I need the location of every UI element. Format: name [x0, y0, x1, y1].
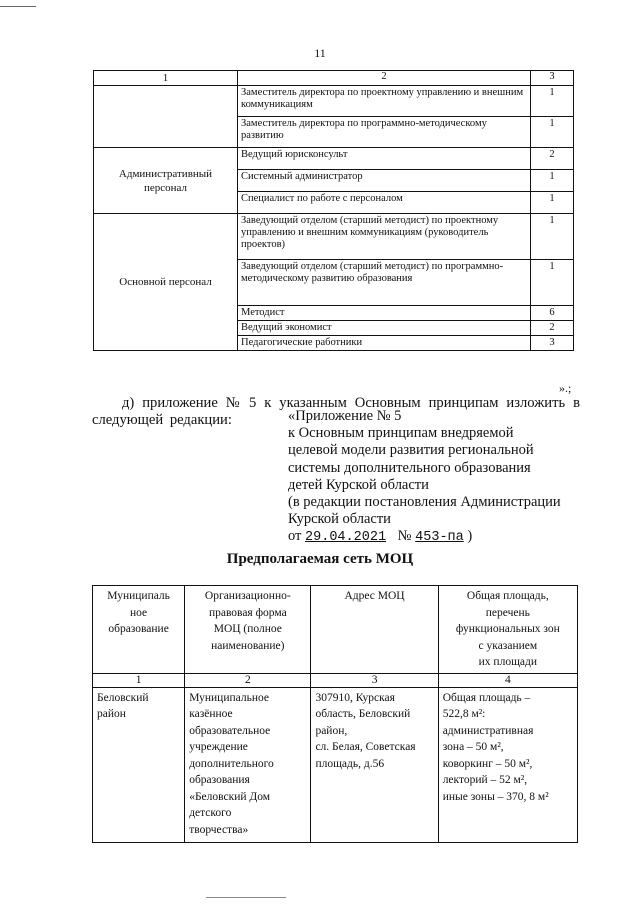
document-date: 29.04.2021	[305, 530, 387, 546]
number-sign: №	[397, 528, 412, 545]
staff-position: Заведующий отделом (старший методист) по проектному управлению и внешним коммуникациям (руководитель проектов)	[238, 214, 531, 260]
section-title: Предполагаемая сеть МОЦ	[226, 551, 414, 567]
staff-count: 1	[531, 86, 574, 117]
staff-position: Заместитель директора по программно-методическому развитию	[238, 117, 531, 148]
amendment-paragraph: д) приложение № 5 к указанным Основным принципам изложить в следующей редакции:	[92, 395, 580, 428]
appendix-line: целевой модели развития региональной	[288, 442, 534, 459]
table-row	[94, 86, 574, 117]
document-number: 453-па	[415, 530, 464, 546]
staff-category-main: Основной персонал	[94, 214, 238, 351]
appendix-line: (в редакции постановления Администрации	[288, 494, 561, 511]
appendix-line: детей Курской области	[288, 476, 429, 493]
page-number: 11	[314, 46, 326, 60]
moc-col-number: 2	[185, 673, 311, 687]
staff-position: Ведущий экономист	[238, 321, 531, 336]
appendix-line: к Основным принципам внедряемой	[288, 425, 514, 442]
staff-position: Системный администратор	[238, 170, 531, 192]
staff-header-col-1: 1	[94, 71, 238, 86]
staff-position: Заведующий отделом (старший методист) по программно-методическому развитию образования	[238, 260, 531, 306]
staff-position: Специалист по работе с персоналом	[238, 192, 531, 214]
moc-header-municipality: Муниципаль ное образование	[93, 586, 185, 674]
table-row	[94, 148, 574, 170]
staff-count: 1	[531, 192, 574, 214]
staff-position: Ведущий юрисконсульт	[238, 148, 531, 170]
staff-table	[93, 70, 574, 351]
moc-table	[92, 585, 578, 843]
date-prefix: от	[288, 528, 302, 545]
closing-paren: )	[467, 528, 473, 545]
moc-municipality: Беловский район	[93, 687, 185, 842]
moc-col-number: 3	[311, 673, 438, 687]
staff-count: 3	[531, 336, 574, 351]
staff-count: 6	[531, 306, 574, 321]
staff-position: Методист	[238, 306, 531, 321]
staff-header-col-3: 3	[531, 71, 574, 86]
quote-closing-mark: ».;	[559, 381, 572, 395]
table-row	[93, 687, 578, 842]
staff-table-header	[94, 71, 574, 86]
moc-area: Общая площадь – 522,8 м²: административная зона – 50 м², коворкинг – 50 м², лекторий – 52 м², иные зоны – 370, 8 м²	[438, 687, 577, 842]
staff-header-col-2: 2	[238, 71, 531, 86]
moc-col-number: 4	[438, 673, 577, 687]
moc-column-numbers	[93, 673, 578, 687]
appendix-line: «Приложение № 5	[288, 408, 402, 424]
appendix-line: системы дополнительного образования	[288, 459, 531, 476]
moc-organization: Муниципальное казённое образовательное учреждение дополнительного образования «Беловский Дом детского творчества»	[185, 687, 311, 842]
scan-bottom-mark	[206, 897, 286, 898]
moc-col-number: 1	[93, 673, 185, 687]
staff-count: 1	[531, 170, 574, 192]
staff-count: 1	[531, 214, 574, 260]
staff-position: Педагогические работники	[238, 336, 531, 351]
appendix-date-line	[288, 528, 588, 546]
staff-count: 1	[531, 117, 574, 148]
staff-count: 1	[531, 260, 574, 306]
appendix-line: Курской области	[288, 511, 391, 528]
moc-address: 307910, Курская область, Беловский район, сл. Белая, Советская площадь, д.56	[311, 687, 438, 842]
staff-count: 2	[531, 321, 574, 336]
moc-header-area: Общая площадь, перечень функциональных зон с указанием их площади	[438, 586, 577, 674]
staff-category-cell	[94, 86, 238, 148]
table-row	[94, 214, 574, 260]
staff-category-administrative: Административный персонал	[94, 148, 238, 214]
scan-edge-mark	[0, 6, 36, 7]
staff-count: 2	[531, 148, 574, 170]
moc-table-header	[93, 586, 578, 674]
staff-position: Заместитель директора по проектному управлению и внешним коммуникациям	[238, 86, 531, 117]
appendix-heading-block	[288, 408, 588, 547]
moc-header-organization: Организационно- правовая форма МОЦ (полное наименование)	[185, 586, 311, 674]
moc-header-address: Адрес МОЦ	[311, 586, 438, 674]
